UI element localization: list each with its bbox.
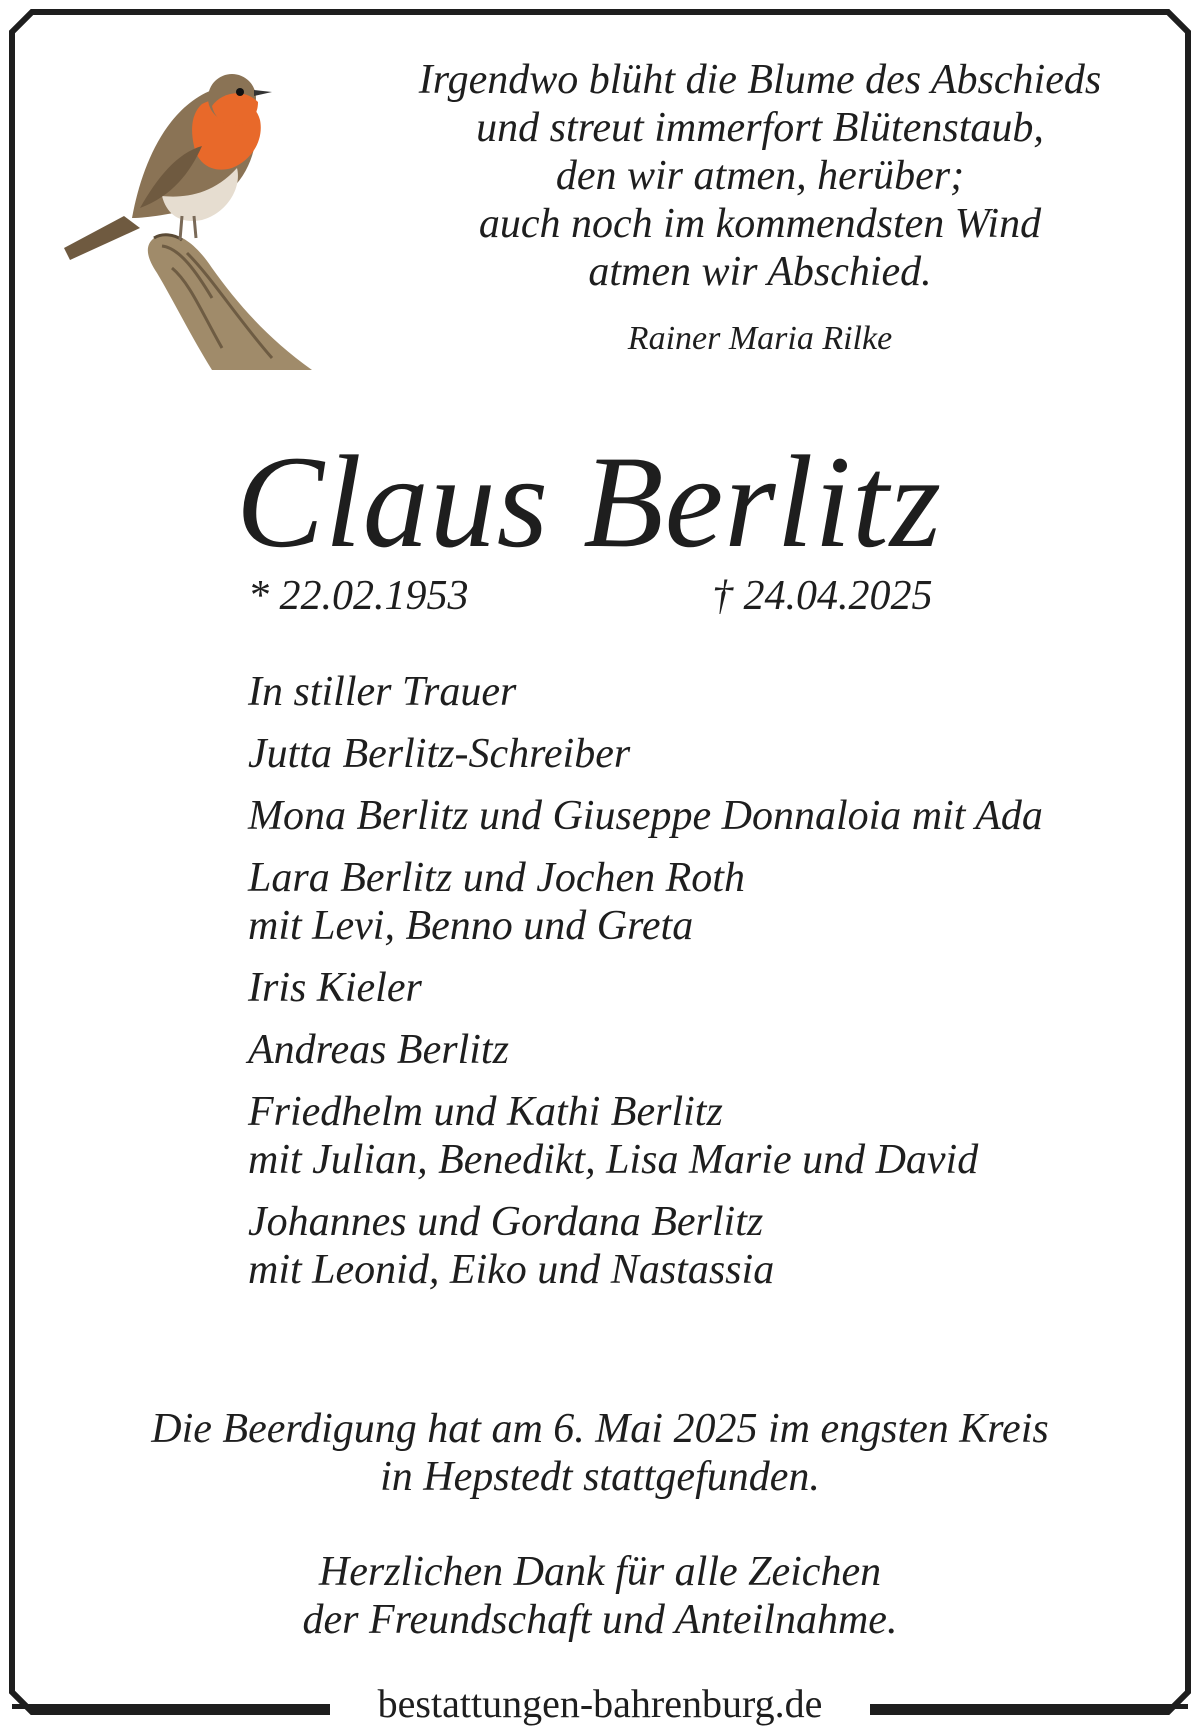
quote-line: Irgendwo blüht die Blume des Abschieds xyxy=(418,57,1102,103)
footer-rule-left xyxy=(12,1704,330,1709)
mourner-group xyxy=(248,730,630,778)
mourner-line: Johannes und Gordana Berlitz xyxy=(248,1199,764,1245)
quote-line: atmen wir Abschied. xyxy=(588,249,932,295)
quote-line: den wir atmen, herüber; xyxy=(555,153,965,199)
mourner-group xyxy=(248,854,745,950)
mourner-line: Andreas Berlitz xyxy=(248,1027,509,1073)
footer xyxy=(0,1680,1200,1724)
mourner-line: Friedhelm und Kathi Berlitz xyxy=(248,1089,723,1135)
mourner-group xyxy=(248,1198,774,1294)
quote-line: und streut immerfort Blütenstaub, xyxy=(476,105,1044,151)
death-date: † 24.04.2025 xyxy=(712,573,933,619)
quote-line: auch noch im kommendsten Wind xyxy=(478,201,1042,247)
mourner-line: mit Levi, Benno und Greta xyxy=(248,903,694,949)
mourner-line: Lara Berlitz und Jochen Roth xyxy=(248,855,745,901)
mourner-group xyxy=(248,668,516,716)
footer-website: bestattungen-bahrenburg.de xyxy=(330,1680,870,1727)
mourner-group xyxy=(248,792,1043,840)
thanks-line: Herzlichen Dank für alle Zeichen xyxy=(318,1549,882,1595)
mourner-group xyxy=(248,1088,978,1184)
poem-quote xyxy=(360,56,1160,296)
thanks-line: der Freundschaft und Anteilnahme. xyxy=(302,1597,898,1643)
robin-icon xyxy=(62,68,320,370)
mourner-line: In stiller Trauer xyxy=(248,669,517,715)
birth-date: * 22.02.1953 xyxy=(248,573,469,619)
funeral-notice xyxy=(40,1405,1160,1501)
mourner-group xyxy=(248,1026,509,1074)
mourner-line: Mona Berlitz und Giuseppe Donnaloia mit Ada xyxy=(248,793,1043,839)
mourner-group xyxy=(248,964,422,1012)
mourner-line: mit Julian, Benedikt, Lisa Marie und David xyxy=(248,1137,979,1183)
thanks-note xyxy=(40,1548,1160,1644)
footer-rule-right xyxy=(870,1704,1188,1709)
mourner-line: mit Leonid, Eiko und Nastassia xyxy=(248,1247,775,1293)
quote-author: Rainer Maria Rilke xyxy=(627,320,893,357)
mourner-line: Jutta Berlitz-Schreiber xyxy=(248,731,631,777)
deceased-name: Claus Berlitz xyxy=(236,428,943,575)
funeral-line: in Hepstedt stattgefunden. xyxy=(380,1454,820,1500)
funeral-line: Die Beerdigung hat am 6. Mai 2025 im engsten Kreis xyxy=(151,1406,1049,1452)
mourner-line: Iris Kieler xyxy=(248,965,422,1011)
